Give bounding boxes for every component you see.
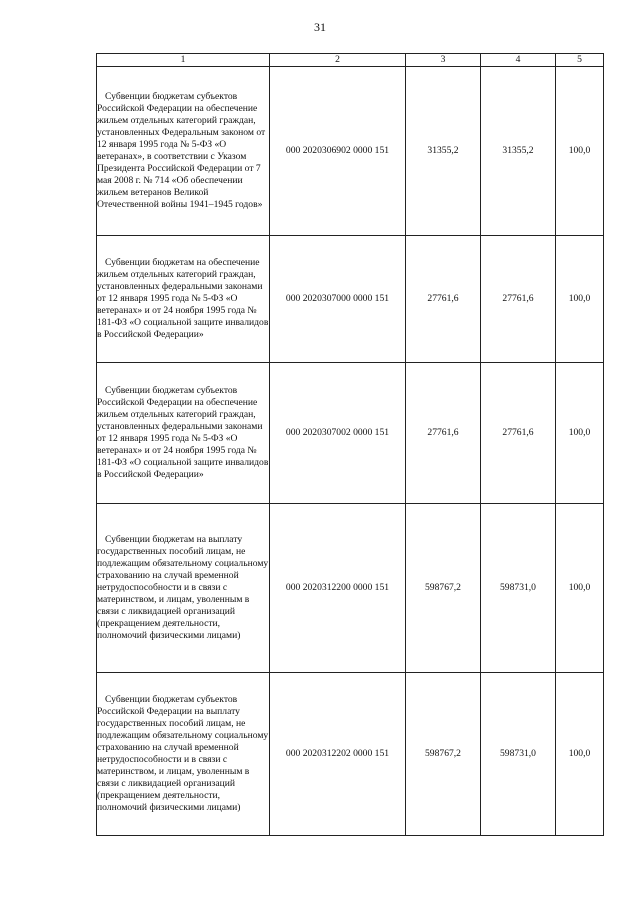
row-percent: 100,0 bbox=[556, 363, 604, 504]
row-percent: 100,0 bbox=[556, 504, 604, 673]
row-planned-amount: 27761,6 bbox=[406, 363, 481, 504]
row-actual-amount: 27761,6 bbox=[481, 236, 556, 363]
row-planned-amount: 31355,2 bbox=[406, 67, 481, 236]
row-description: Субвенции бюджетам субъектов Российской Федерации на выплату государственных пособий лицам, не подлежащим обязательному социальному страхованию на случай временной нетрудоспособности и в связи с материнством, и лицам, уволенным в связи с ликвидацией организаций (прекращением деятельности, полномочий физическими лицами) bbox=[97, 673, 270, 836]
row-actual-amount: 27761,6 bbox=[481, 363, 556, 504]
row-budget-code: 000 2020307000 0000 151 bbox=[270, 236, 406, 363]
row-description: Субвенции бюджетам субъектов Российской Федерации на обеспечение жильем отдельных категорий граждан, установленных Федеральным законом от 12 января 1995 года № 5-ФЗ «О ветеранах», в соответствии с Указом Президента Российской Федерации от 7 мая 2008 г. № 714 «Об обеспечении жильем ветеранов Великой Отечественной войны 1941–1945 годов» bbox=[97, 67, 270, 236]
row-description: Субвенции бюджетам на обеспечение жильем отдельных категорий граждан, установленных федеральными законами от 12 января 1995 года № 5-ФЗ «О ветеранах» и от 24 ноября 1995 года № 181-ФЗ «О социальной защите инвалидов в Российской Федерации» bbox=[97, 236, 270, 363]
row-budget-code: 000 2020306902 0000 151 bbox=[270, 67, 406, 236]
table-row bbox=[97, 236, 604, 363]
row-actual-amount: 598731,0 bbox=[481, 673, 556, 836]
budget-table bbox=[96, 53, 604, 836]
row-planned-amount: 598767,2 bbox=[406, 673, 481, 836]
row-percent: 100,0 bbox=[556, 67, 604, 236]
row-actual-amount: 31355,2 bbox=[481, 67, 556, 236]
row-percent: 100,0 bbox=[556, 236, 604, 363]
row-planned-amount: 27761,6 bbox=[406, 236, 481, 363]
table-header-row bbox=[97, 54, 604, 67]
row-planned-amount: 598767,2 bbox=[406, 504, 481, 673]
table-row bbox=[97, 673, 604, 836]
row-budget-code: 000 2020312202 0000 151 bbox=[270, 673, 406, 836]
row-budget-code: 000 2020307002 0000 151 bbox=[270, 363, 406, 504]
table-row bbox=[97, 67, 604, 236]
row-description: Субвенции бюджетам на выплату государственных пособий лицам, не подлежащим обязательному социальному страхованию на случай временной нетрудоспособности и в связи с материнством, и лицам, уволенным в связи с ликвидацией организаций (прекращением деятельности, полномочий физическими лицами) bbox=[97, 504, 270, 673]
column-header-1: 1 bbox=[97, 54, 270, 67]
table-row bbox=[97, 363, 604, 504]
column-header-4: 4 bbox=[481, 54, 556, 67]
page-number: 31 bbox=[314, 20, 326, 34]
row-actual-amount: 598731,0 bbox=[481, 504, 556, 673]
row-percent: 100,0 bbox=[556, 673, 604, 836]
row-description: Субвенции бюджетам субъектов Российской Федерации на обеспечение жильем отдельных категорий граждан, установленных федеральными законами от 12 января 1995 года № 5-ФЗ «О ветеранах» и от 24 ноября 1995 года № 181-ФЗ «О социальной защите инвалидов в Российской Федерации» bbox=[97, 363, 270, 504]
row-budget-code: 000 2020312200 0000 151 bbox=[270, 504, 406, 673]
column-header-5: 5 bbox=[556, 54, 604, 67]
column-header-3: 3 bbox=[406, 54, 481, 67]
table-row bbox=[97, 504, 604, 673]
column-header-2: 2 bbox=[270, 54, 406, 67]
